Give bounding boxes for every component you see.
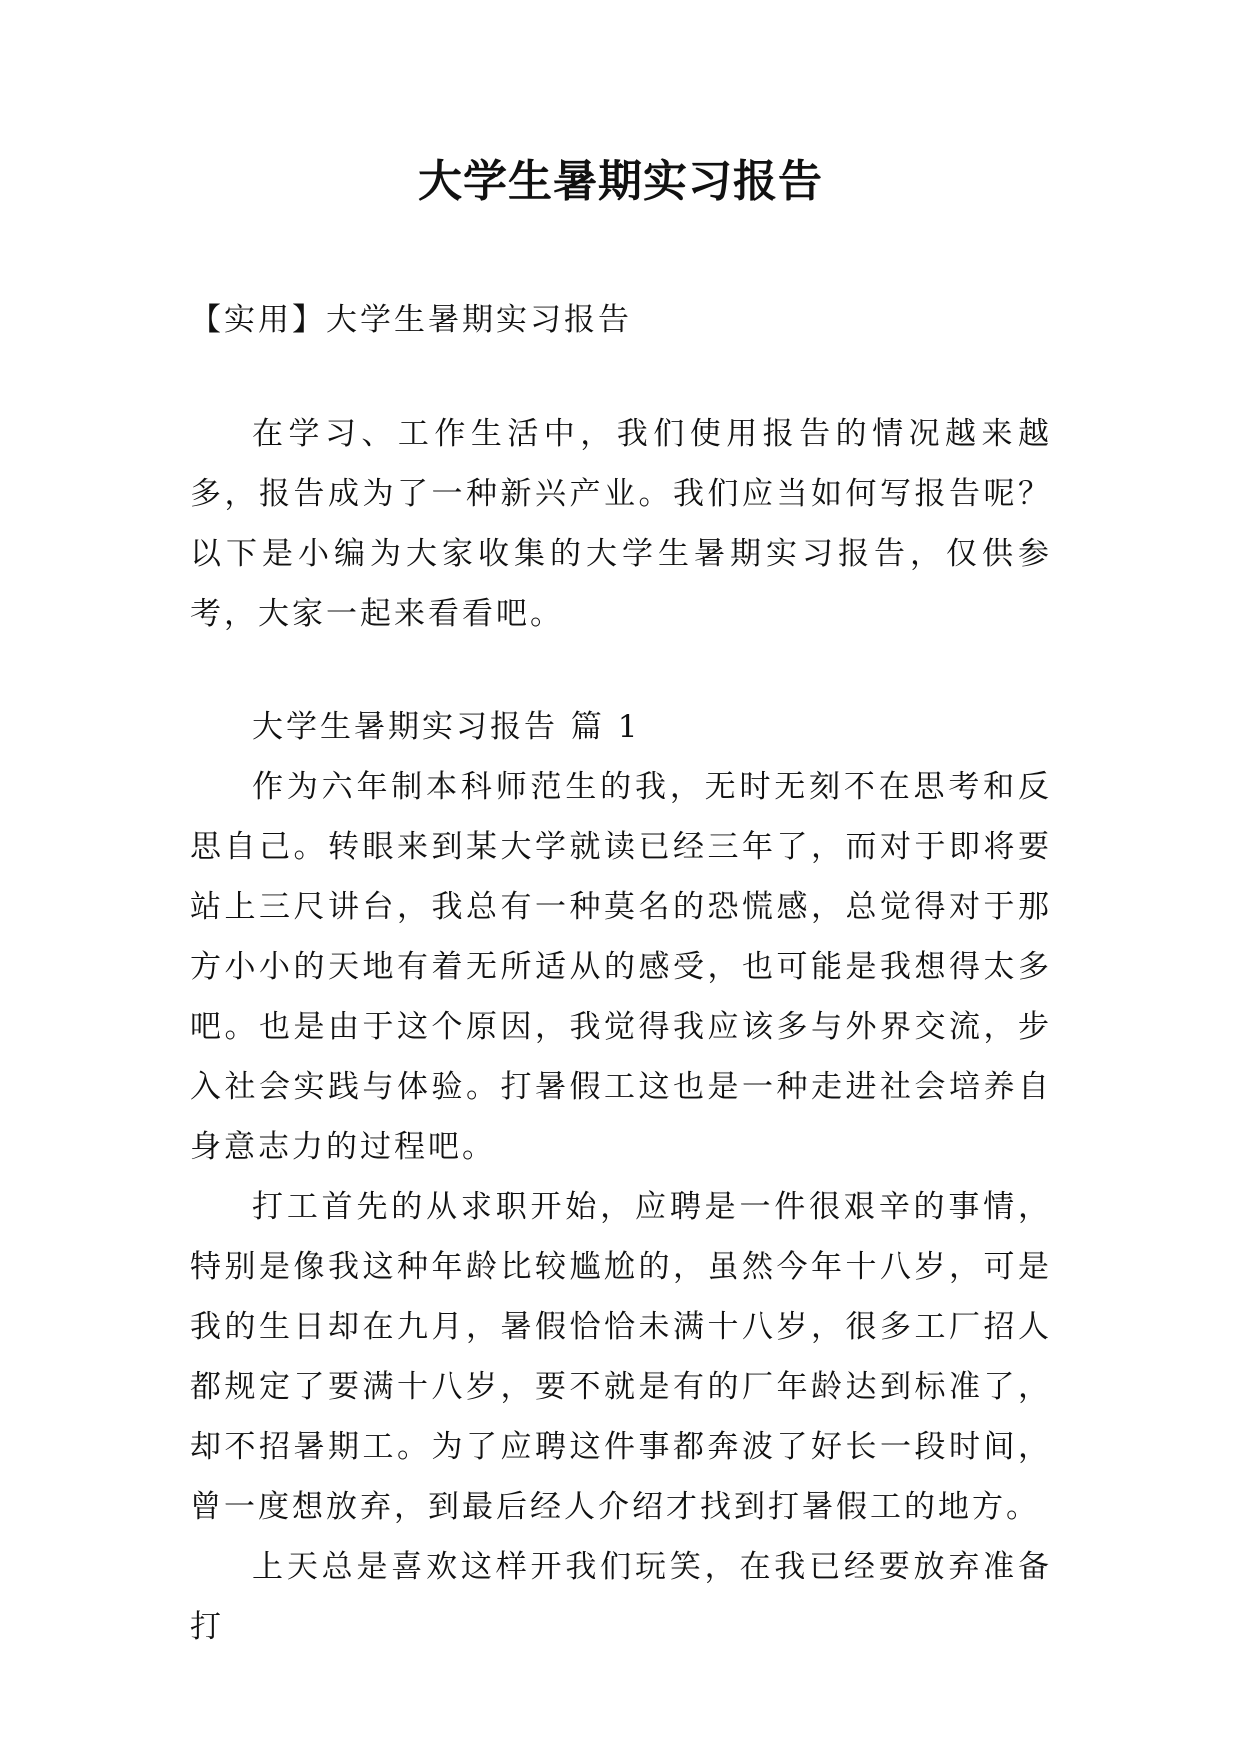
body-paragraph-2: 打工首先的从求职开始，应聘是一件很艰辛的事情，特别是像我这种年龄比较尴尬的，虽然今年十八岁，可是我的生日却在九月，暑假恰恰未满十八岁，很多工厂招人都规定了要满十八岁，要不就是有的厂年龄达到标准了，却不招暑期工。为了应聘这件事都奔波了好长一段时间，曾一度想放弃，到最后经人介绍才找到打暑假工的地方。	[190, 1189, 1052, 1525]
section-1	[190, 697, 1052, 1657]
document-title: 大学生暑期实习报告	[418, 156, 823, 207]
section-heading: 大学生暑期实习报告 篇 1	[252, 709, 641, 745]
body-paragraph-1: 作为六年制本科师范生的我，无时无刻不在思考和反思自己。转眼来到某大学就读已经三年了，而对于即将要站上三尺讲台，我总有一种莫名的恐慌感，总觉得对于那方小小的天地有着无所适从的感受，也可能是我想得太多吧。也是由于这个原因，我觉得我应该多与外界交流，步入社会实践与体验。打暑假工这也是一种走进社会培养自身意志力的过程吧。	[190, 769, 1052, 1165]
intro-paragraph: 在学习、工作生活中，我们使用报告的情况越来越多，报告成为了一种新兴产业。我们应当如何写报告呢？以下是小编为大家收集的大学生暑期实习报告，仅供参考，大家一起来看看吧。	[190, 416, 1052, 632]
intro-block	[190, 404, 1052, 644]
body-paragraph-3: 上天总是喜欢这样开我们玩笑，在我已经要放弃准备打	[190, 1549, 1052, 1645]
document-subtitle: 【实用】大学生暑期实习报告	[190, 302, 632, 338]
